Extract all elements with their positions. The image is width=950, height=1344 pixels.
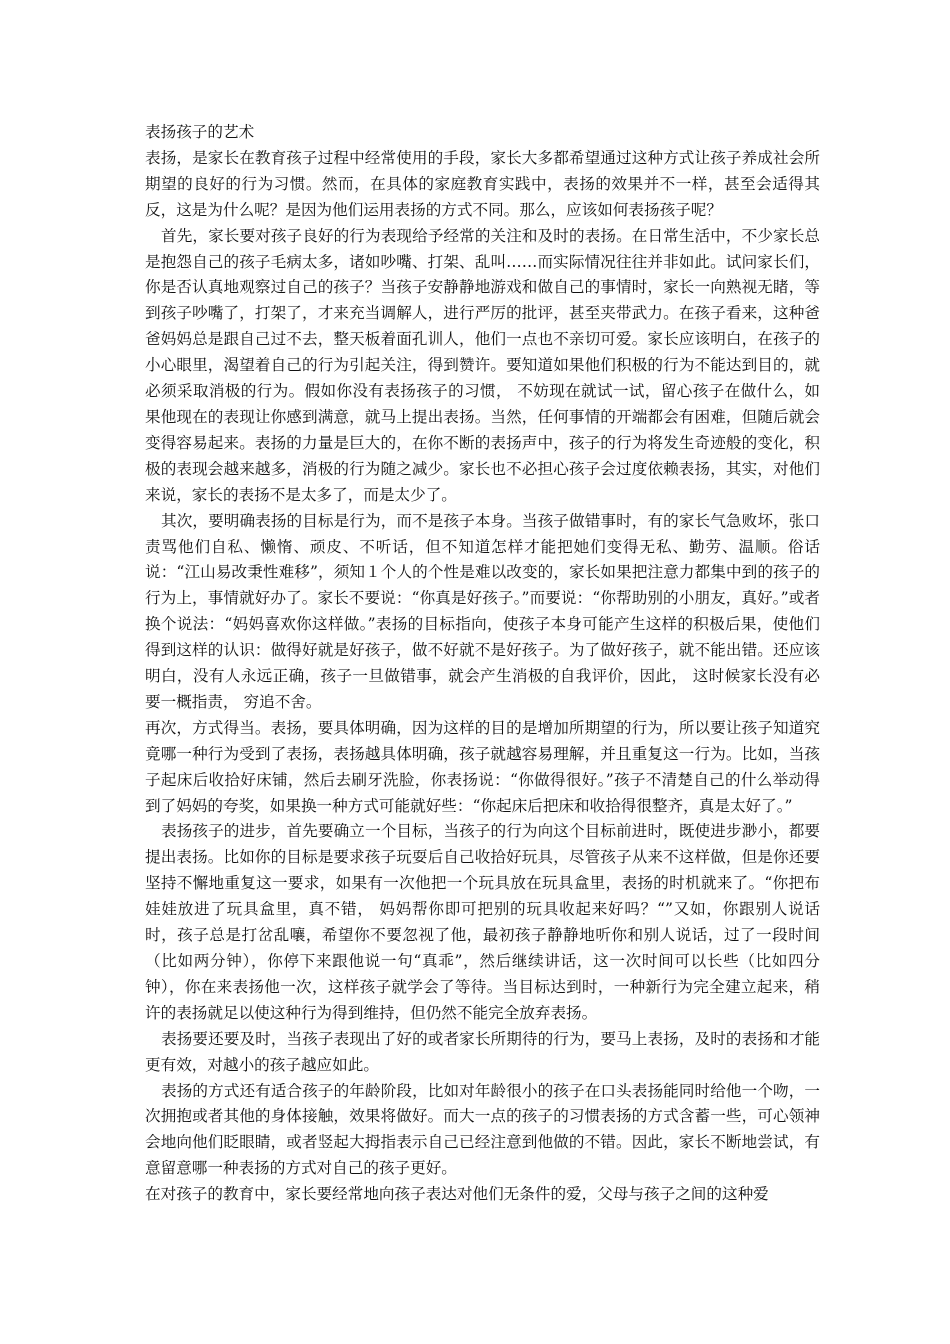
paragraph-intro: 表扬，是家长在教育孩子过程中经常使用的手段，家长大多都希望通过这种方式让孩子养成社会所期望的良好的行为习惯。然而，在具体的家庭教育实践中，表扬的效果并不一样，甚至会适得其反，这是为什么呢？是因为他们运用表扬的方式不同。那么，应该如何表扬孩子呢？ <box>145 148 820 219</box>
paragraph-second: 其次，要明确表扬的目标是行为，而不是孩子本身。当孩子做错事时，有的家长气急败坏，张口责骂他们自私、懒惰、顽皮、不听话，但不知道怎样才能把她们变得无私、勤劳、温顺。俗话说：“江山易改秉性难移”，须知１个人的个性是难以改变的，家长如果把注意力都集中到的孩子的行为上，事情就好办了。家长不要说：“你真是好孩子。”而要说：“你帮助别的小朋友，真好。”或者换个说法：“妈妈喜欢你这样做。”表扬的目标指向，使孩子本身可能产生这样的积极后果，使他们得到这样的认识：做得好就是好孩子，做不好就不是好孩子。为了做好孩子，就不能出错。还应该明白，没有人永远正确，孩子一旦做错事，就会产生消极的自我评价，因此， 这时候家长没有必要一概指责， 穷追不舍。 <box>145 511 820 711</box>
paragraph-timely: 表扬要还要及时，当孩子表现出了好的或者家长所期待的行为，要马上表扬，及时的表扬和才能更有效，对越小的孩子越应如此。 <box>145 1029 820 1074</box>
paragraph-love: 在对孩子的教育中，家长要经常地向孩子表达对他们无条件的爱，父母与孩子之间的这种爱 <box>145 1185 769 1204</box>
paragraph-first: 首先，家长要对孩子良好的行为表现给予经常的关注和及时的表扬。在日常生活中，不少家长总是抱怨自己的孩子毛病太多，诸如吵嘴、打架、乱叫……而实际情况往往并非如此。试问家长们，你是否认真地观察过自己的孩子？当孩子安静静地游戏和做自己的事情时，家长一向熟视无睹，等到孩子吵嘴了，打架了，才来充当调解人，进行严厉的批评，甚至夹带武力。在孩子看来，这种爸爸妈妈总是跟自己过不去，整天板着面孔训人，他们一点也不亲切可爱。家长应该明白，在孩子的小心眼里，渴望着自己的行为引起关注，得到赞许。要知道如果他们积极的行为不能达到目的，就必须采取消极的行为。假如你没有表扬孩子的习惯， 不妨现在就试一试，留心孩子在做什么，如果他现在的表现让你感到满意，就马上提出表扬。当然，任何事情的开端都会有困难，但随后就会变得容易起来。表扬的力量是巨大的，在你不断的表扬声中，孩子的行为将发生奇迹般的变化，积极的表现会越来越多，消极的行为随之减少。家长也不必担心孩子会过度依赖表扬，其实，对他们来说，家长的表扬不是太多了，而是太少了。 <box>145 226 820 504</box>
document-title: 表扬孩子的艺术 <box>145 123 255 141</box>
paragraph-progress: 表扬孩子的进步，首先要确立一个目标，当孩子的行为向这个目标前进时，既使进步渺小，都要提出表扬。比如你的目标是要求孩子玩耍后自己收拾好玩具，尽管孩子从来不这样做，但是你还要坚持不懈地重复这一要求，如果有一次他把一个玩具放在玩具盒里，表扬的时机就来了。“你把布娃娃放进了玩具盒里，真不错， 妈妈帮你即可把别的玩具收起来好吗？“”又如，你跟别人说话时，孩子总是打岔乱嚷，希望你不要忽视了他，最初孩子静静地听你和别人说话，过了一段时间（比如两分钟），你停下来跟他说一句“真乖”，然后继续讲话，这一次时间可以长些（比如四分钟），你在来表扬他一次，这样孩子就学会了等待。当目标达到时，一种新行为完全建立起来，稍许的表扬就足以使这种行为得到维持，但仍然不能完全放弃表扬。 <box>145 822 820 1022</box>
document-body <box>145 120 820 1208</box>
paragraph-age: 表扬的方式还有适合孩子的年龄阶段，比如对年龄很小的孩子在口头表扬能同时给他一个吻，一次拥抱或者其他的身体接触，效果将做好。而大一点的孩子的习惯表扬的方式含蓄一些，可心领神会地向他们眨眼睛，或者竖起大拇指表示自己已经注意到他做的不错。因此，家长不断地尝试，有意留意哪一种表扬的方式对自己的孩子更好。 <box>145 1081 820 1178</box>
paragraph-third: 再次，方式得当。表扬，要具体明确，因为这样的目的是增加所期望的行为，所以要让孩子知道究竟哪一种行为受到了表扬，表扬越具体明确，孩子就越容易理解，并且重复这一行为。比如，当孩子起床后收拾好床铺，然后去刷牙洗脸，你表扬说：“你做得很好。”孩子不清楚自己的什么举动得到了妈妈的夸奖，如果换一种方式可能就好些：“你起床后把床和收拾得很整齐，真是太好了。” <box>145 718 820 815</box>
